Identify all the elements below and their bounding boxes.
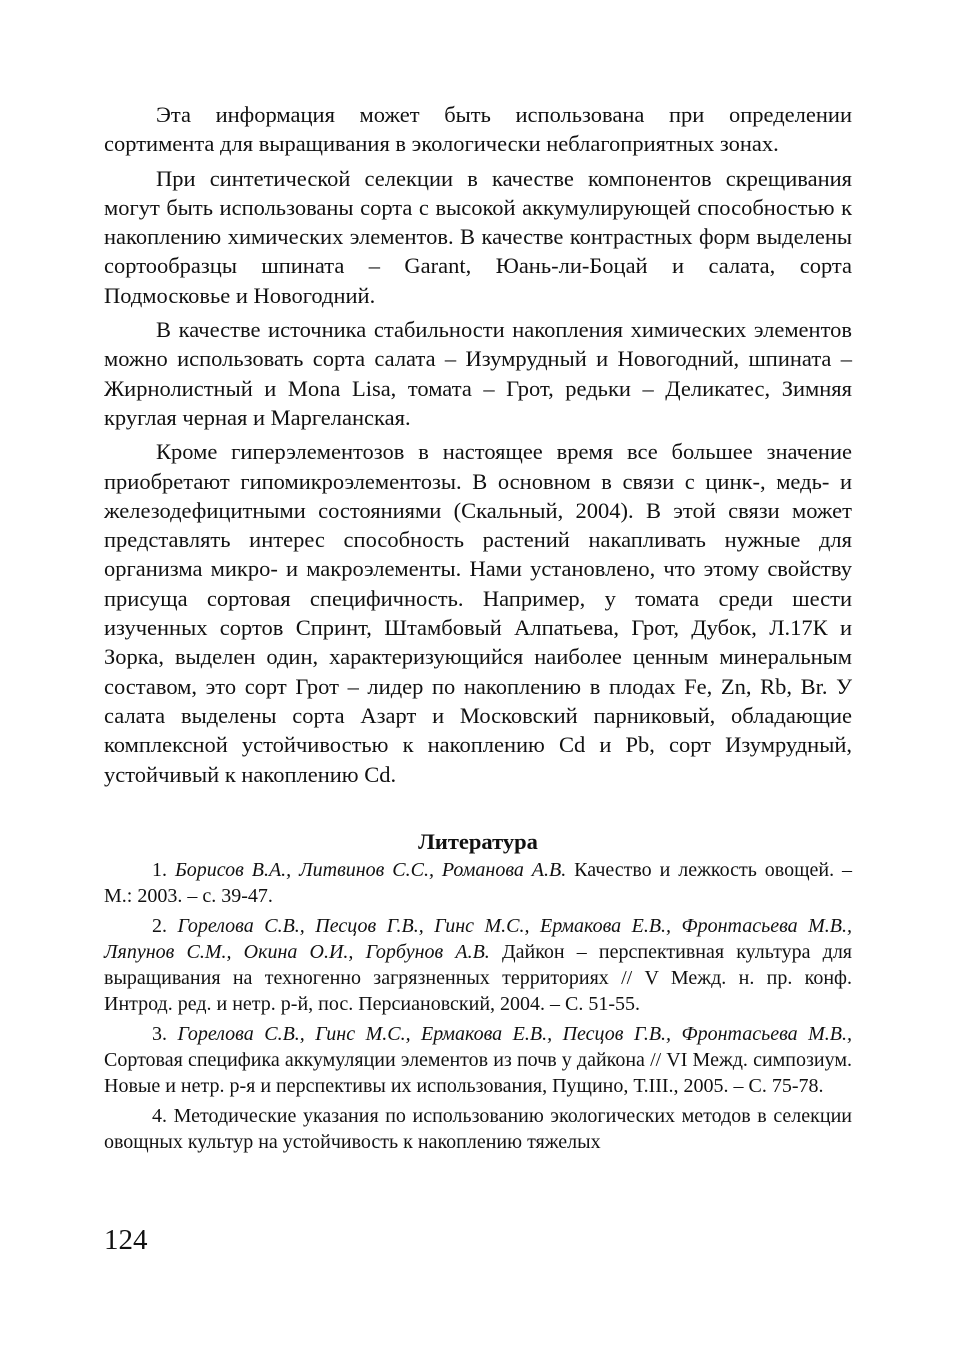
reference-authors: Горелова С.В., Гинс М.С., Ермакова Е.В., Песцов Г.В., Фронтасьева М.В.,	[177, 1023, 853, 1045]
reference-item	[104, 913, 852, 1017]
page-number: 124	[104, 1224, 148, 1256]
reference-item	[104, 857, 852, 909]
paragraph: При синтетической селекции в качестве компонентов скрещивания могут быть использованы сорта с высокой аккумулирующей способностью к накоплению химических элементов. В качестве контрастных форм выделены сортообразцы шпината – Garant, Юань-ли-Боцай и салата, сорта Подмосковье и Новогодний.	[104, 165, 852, 308]
paragraph: В качестве источника стабильности накопления химических элементов можно использовать сорта салата – Изумрудный и Новогодний, шпината – Жирнолистный и Mona Lisa, томата – Грот, редьки – Деликатес, Зимняя круглая черная и Маргеланская.	[104, 317, 852, 430]
paragraph: Эта информация может быть использована при определении сортимента для выращивания в экологически неблагоприятных зонах.	[104, 102, 852, 157]
reference-authors: Горелова С.В., Песцов Г.В., Гинс М.С., Ермакова Е.В., Фронтасьева М.В., Ляпунов С.М., Окина О.И., Горбунов А.В.	[104, 915, 853, 963]
reference-text: Методические указания по использованию экологических методов в селекции овощных культур на устойчивость к накоплению тяжелых	[104, 1105, 852, 1153]
reference-item	[104, 1103, 852, 1155]
reference-text: Качество и лежкость овощей. – М.: 2003. – с. 39-47.	[104, 859, 853, 907]
reference-number: 3.	[152, 1023, 167, 1045]
reference-number: 1.	[152, 859, 167, 881]
reference-text: Дайкон – перспективная культура для выращивания на техногенно загрязненных территориях // V Межд. н. пр. конф. Интрод. ред. и нетр. р-й, пос. Персиановский, 2004. – С. 51-55.	[104, 941, 853, 1015]
reference-authors: Борисов В.А., Литвинов С.С., Романова А.В.	[174, 859, 567, 881]
body-text	[104, 100, 852, 794]
reference-number: 2.	[152, 915, 167, 937]
reference-item	[104, 1021, 852, 1099]
references-heading: Литература	[418, 829, 538, 854]
reference-number: 4.	[152, 1105, 167, 1127]
reference-text: Сортовая специфика аккумуляции элементов из почв у дайкона // VI Межд. симпозиум. Новые и нетр. р-я и перспективы их использования, Пущино, Т.III., 2005. – С. 75-78.	[104, 1049, 852, 1097]
paragraph: Кроме гиперэлементозов в настоящее время все большее значение приобретают гипомикроэлементозы. В основном в связи с цинк-, медь- и железодефицитными состояниями (Скальный, 2004). В этой связи может представлять интерес способность растений накапливать нужные для организма микро- и макроэлементы. Нами установлено, что этому свойству присуща сортовая специфичность. Например, у томата среди шести изученных сортов Спринт, Штамбовый Алпатьева, Грот, Дубок, Л.17К и Зорка, выделен один, характеризующийся наиболее ценным минеральным составом, это сорт Грот – лидер по накоплению в плодах Fe, Zn, Rb, Br. У салата выделены сорта Азарт и Московский парниковый, обладающие комплексной устойчивостью к накоплению Cd и Pb, сорт Изумрудный, устойчивый к накоплению Cd.	[104, 439, 852, 787]
references-list	[104, 857, 852, 1159]
